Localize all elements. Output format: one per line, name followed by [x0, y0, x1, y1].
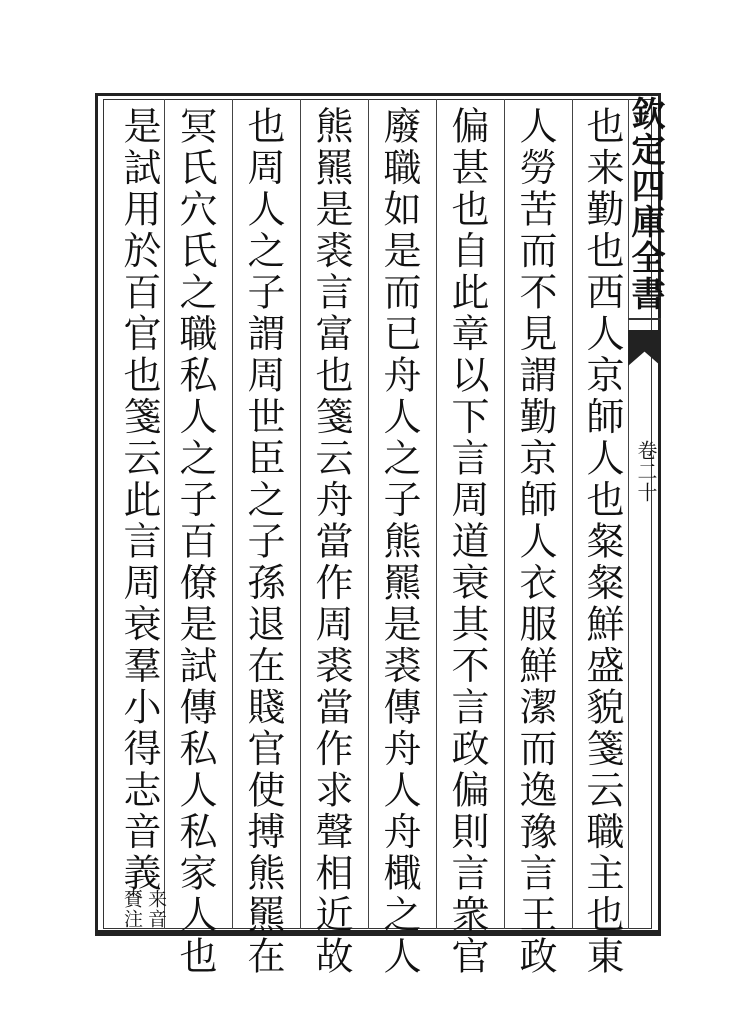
text-column-4 [370, 100, 428, 978]
column-text: 冥氏穴氏之職私人之子百僚是試傳私人私家人也 [173, 106, 217, 978]
note-right: 来音 [145, 888, 167, 929]
text-column-6 [234, 100, 292, 978]
volume-label: 卷二十 [634, 440, 658, 503]
column-text: 熊羆是裘言富也箋云舟當作周裘當作求聲相近故 [309, 106, 353, 978]
column-rule [232, 99, 233, 929]
column-text: 人勞苦而不見謂勤京師人衣服鮮潔而逸豫言王政 [513, 106, 557, 978]
column-text: 偏甚也自此章以下言周道衰其不言政偏則言衆官 [445, 106, 489, 978]
column-rule [368, 99, 369, 929]
column-rule [504, 99, 505, 929]
gutter-divider [628, 318, 661, 320]
interlinear-note [120, 889, 168, 929]
column-text: 是試用於百官也箋云此言周衰羣小得志音義 [117, 106, 161, 895]
book-title: 欽定四庫全書 [625, 96, 665, 312]
text-column-8 [106, 100, 167, 930]
column-rule [300, 99, 301, 929]
column-text: 廢職如是而已舟人之子熊羆是裘傳舟人舟檝之人 [377, 106, 421, 978]
text-column-2 [506, 100, 564, 978]
column-text: 也来勤也西人京師人也粲粲鮮盛貌箋云職主也東 [580, 106, 624, 978]
text-column-3 [438, 100, 496, 978]
column-text: 也周人之子謂周世臣之子孫退在賤官使搏熊羆在 [241, 106, 285, 978]
text-column-5 [302, 100, 360, 978]
text-column-7 [166, 100, 224, 978]
text-column-1 [573, 100, 631, 978]
column-rule [436, 99, 437, 929]
note-left: 賚注 [121, 888, 143, 929]
